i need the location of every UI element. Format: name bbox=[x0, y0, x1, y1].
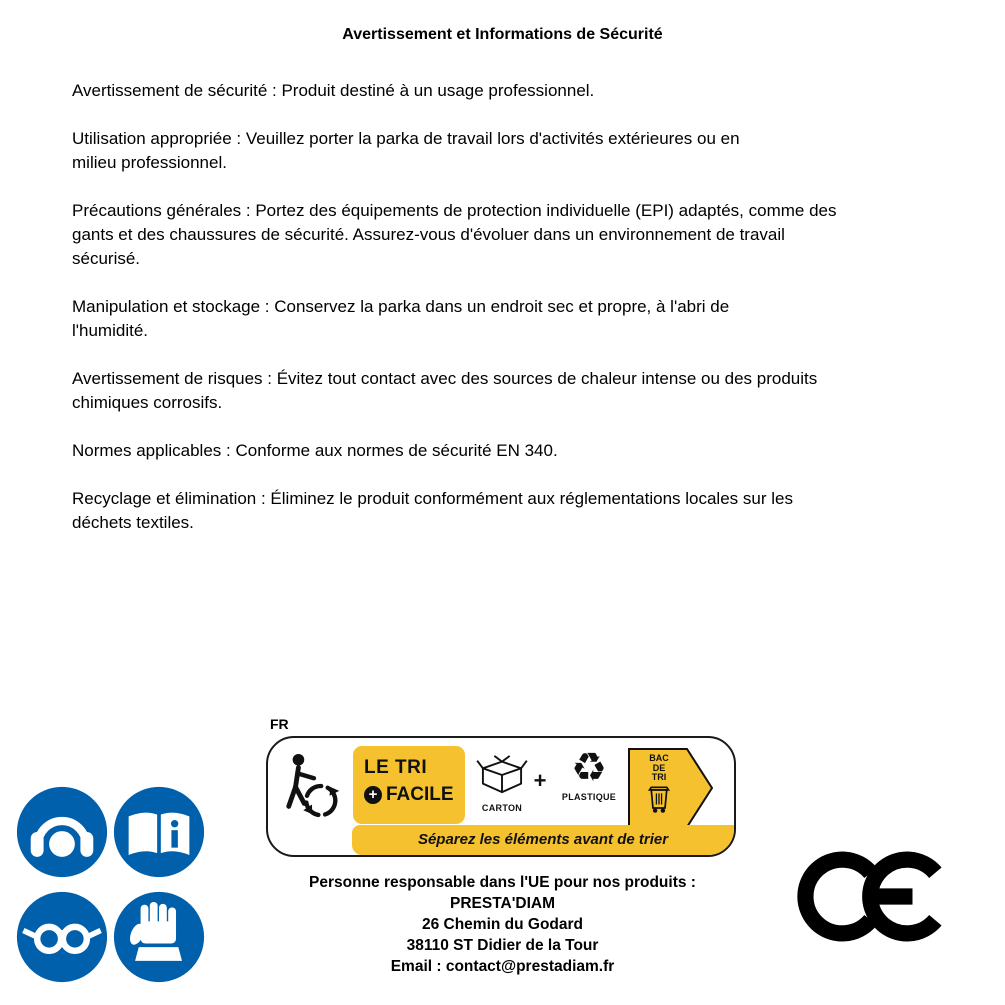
paragraph-line: sécurisé. bbox=[72, 249, 141, 268]
instruction-manual-icon bbox=[113, 786, 205, 878]
paragraph-recycling-disposal bbox=[72, 487, 992, 535]
mandatory-pictograms bbox=[16, 786, 205, 983]
recycling-sorting-label bbox=[266, 716, 736, 857]
paragraph-line: milieu professionnel. bbox=[72, 153, 227, 172]
paragraph-line: Avertissement de risques : Évitez tout contact avec des sources de chaleur intense ou des produits bbox=[72, 369, 818, 388]
triman-recycling-icon bbox=[280, 750, 346, 827]
bin-label-line: BAC bbox=[649, 753, 669, 763]
bin-label-line: TRI bbox=[651, 772, 667, 782]
paragraph-handling-storage bbox=[72, 295, 992, 343]
material-label: PLASTIQUE bbox=[561, 792, 617, 802]
country-code-label: FR bbox=[270, 716, 289, 732]
responsible-heading: Personne responsable dans l'UE pour nos produits : bbox=[309, 874, 696, 891]
eye-protection-icon bbox=[16, 891, 108, 983]
paragraph-line: Recyclage et élimination : Éliminez le produit conformément aux réglementations locales sur les bbox=[72, 489, 793, 508]
paragraph-line: Avertissement de sécurité : Produit destiné à un usage professionnel. bbox=[72, 81, 595, 100]
paragraph-line: Manipulation et stockage : Conservez la parka dans un endroit sec et propre, à l'abri de bbox=[72, 297, 730, 316]
material-plastique bbox=[556, 746, 622, 802]
bin-label-line: DE bbox=[652, 762, 666, 773]
paragraph-safety-warning bbox=[72, 79, 992, 103]
tri-headline-line1: LE TRI bbox=[364, 757, 428, 778]
company-name: PRESTA'DIAM bbox=[449, 895, 555, 912]
paragraph-line: Normes applicables : Conforme aux normes de sécurité EN 340. bbox=[72, 441, 558, 460]
carton-box-icon bbox=[475, 754, 529, 796]
paragraph-applicable-standards bbox=[72, 439, 992, 463]
address-line: 26 Chemin du Godard bbox=[421, 916, 584, 933]
page-title: Avertissement et Informations de Sécurité bbox=[342, 26, 663, 43]
paragraph-general-precautions bbox=[72, 199, 992, 271]
sorting-tagline: Séparez les éléments avant de trier bbox=[352, 825, 734, 855]
waste-bin-icon bbox=[646, 783, 672, 814]
paragraph-risk-warning bbox=[72, 367, 992, 415]
sorting-bin-flag bbox=[628, 748, 714, 828]
paragraph-line: Utilisation appropriée : Veuillez porter la parka de travail lors d'activités extérieures ou en bbox=[72, 129, 740, 148]
materials-plus-sign: + bbox=[533, 768, 547, 793]
safety-paragraphs bbox=[72, 79, 992, 559]
protective-gloves-icon bbox=[113, 891, 205, 983]
tri-headline-line2 bbox=[364, 784, 465, 806]
ce-marking-icon bbox=[797, 847, 947, 951]
plus-icon: + bbox=[364, 786, 382, 804]
paragraph-line: gants et des chaussures de sécurité. Assurez-vous d'évoluer dans un environnement de travail bbox=[72, 225, 785, 244]
sorting-label-panel bbox=[266, 736, 736, 857]
recycling-symbol-icon: ♻ bbox=[571, 745, 607, 791]
paragraph-appropriate-use bbox=[72, 127, 992, 175]
paragraph-line: Précautions générales : Portez des équipements de protection individuelle (EPI) adaptés, comme des bbox=[72, 201, 837, 220]
ear-protection-icon bbox=[16, 786, 108, 878]
tri-headline-word: FACILE bbox=[386, 784, 454, 805]
paragraph-line: déchets textiles. bbox=[72, 513, 194, 532]
responsible-person-block bbox=[240, 872, 765, 977]
sorting-bin-content bbox=[630, 754, 688, 819]
contact-email: Email : contact@prestadiam.fr bbox=[390, 958, 615, 975]
material-label: CARTON bbox=[481, 803, 523, 813]
paragraph-line: chimiques corrosifs. bbox=[72, 393, 223, 412]
paragraph-line: l'humidité. bbox=[72, 321, 149, 340]
le-tri-facile-badge bbox=[353, 746, 465, 824]
material-carton bbox=[470, 754, 534, 813]
address-line: 38110 ST Didier de la Tour bbox=[406, 937, 599, 954]
